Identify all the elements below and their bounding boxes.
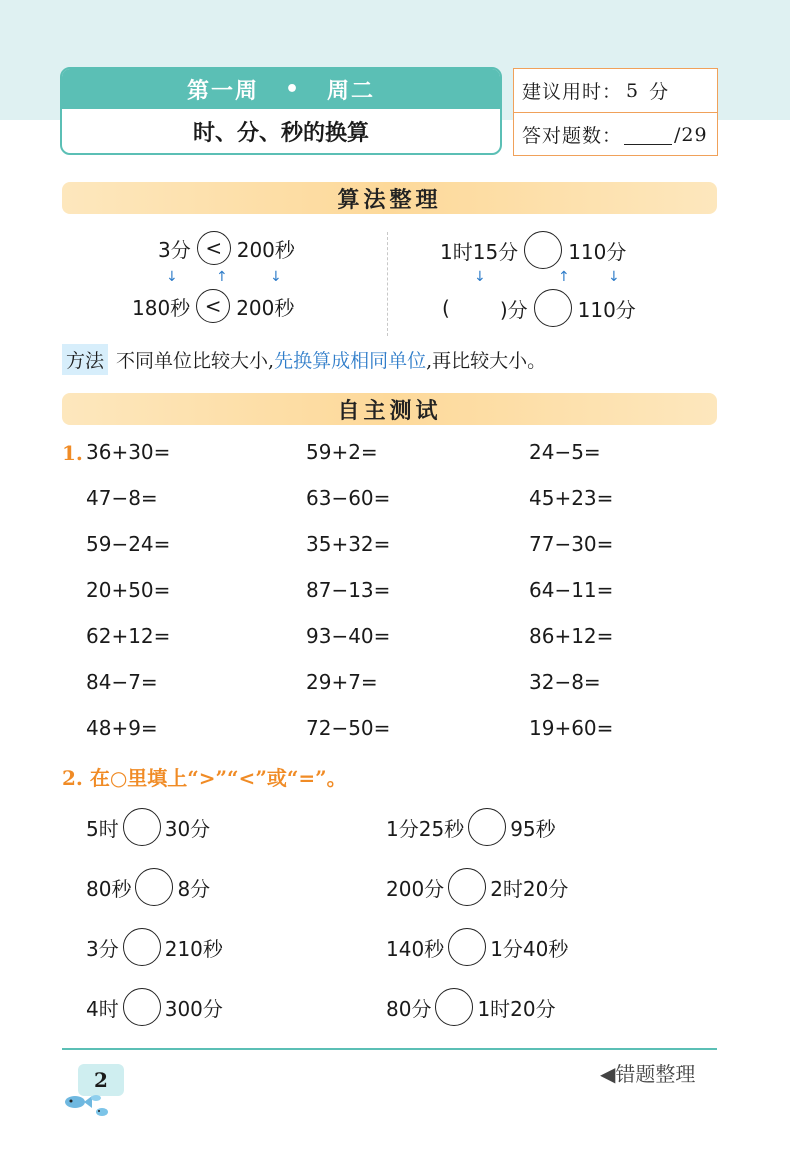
calc-item: 63−60= — [306, 486, 391, 510]
calc-item: 59−24= — [86, 532, 171, 556]
arrow-down-icon: ↓ — [270, 269, 282, 285]
example-right-bottom: ( )分 110分 — [442, 289, 636, 327]
compare-circle: < — [196, 289, 230, 323]
example-left-top: 3分 < 200秒 — [158, 231, 295, 265]
compare-circle[interactable] — [435, 988, 473, 1026]
week-label: 第一周 — [186, 78, 259, 104]
compare-item: 140秒 1分40秒 — [386, 928, 568, 966]
compare-item: 5时 30分 — [86, 808, 210, 846]
compare-circle[interactable] — [123, 808, 161, 846]
page-number: 2 — [78, 1064, 124, 1096]
arrow-down-icon: ↓ — [608, 269, 620, 285]
calc-item: 48+9= — [86, 716, 158, 740]
calc-item: 45+23= — [529, 486, 614, 510]
section-selftest-title: 自主测试 — [62, 393, 717, 425]
compare-circle: < — [197, 231, 231, 265]
section-algorithm-title: 算法整理 — [62, 182, 717, 214]
calc-item: 19+60= — [529, 716, 614, 740]
calc-item: 77−30= — [529, 532, 614, 556]
footer-divider — [62, 1048, 717, 1050]
week-day-banner — [62, 69, 500, 109]
compare-circle[interactable] — [448, 868, 486, 906]
arrow-up-icon: ↑ — [558, 269, 570, 285]
example-left-bottom: 180秒 < 200秒 — [132, 289, 294, 323]
correct-count: 答对题数： /29 — [522, 123, 708, 147]
error-review-link[interactable]: ◀错题整理 — [600, 1062, 696, 1086]
calc-item: 84−7= — [86, 670, 158, 694]
compare-item: 80秒 8分 — [86, 868, 210, 906]
compare-circle[interactable] — [123, 928, 161, 966]
calc-item: 93−40= — [306, 624, 391, 648]
compare-circle[interactable] — [135, 868, 173, 906]
method-highlight: 先换算成相同单位 — [274, 350, 427, 372]
compare-circle[interactable] — [123, 988, 161, 1026]
correct-count-blank[interactable] — [624, 124, 672, 145]
calc-item: 24−5= — [529, 440, 601, 464]
arrow-down-icon: ↓ — [166, 269, 178, 285]
arrow-down-icon: ↓ — [474, 269, 486, 285]
calc-item: 35+32= — [306, 532, 391, 556]
compare-circle[interactable] — [534, 289, 572, 327]
day-label: 周二 — [327, 78, 376, 104]
compare-circle[interactable] — [448, 928, 486, 966]
compare-item: 3分 210秒 — [86, 928, 223, 966]
suggested-time: 建议用时： 5 分 — [514, 69, 717, 113]
calc-item: 36+30= — [86, 440, 171, 464]
calc-item: 72−50= — [306, 716, 391, 740]
calc-item: 29+7= — [306, 670, 378, 694]
fish-icon — [62, 1090, 114, 1120]
lesson-topic: 时、分、秒的换算 — [192, 120, 369, 146]
compare-circle[interactable] — [524, 231, 562, 269]
compare-item: 80分 1时20分 — [386, 988, 556, 1026]
example-divider — [387, 232, 388, 336]
compare-item: 200分 2时20分 — [386, 868, 568, 906]
method-tag: 方法 — [62, 344, 108, 375]
compare-circle[interactable] — [468, 808, 506, 846]
arrow-up-icon: ↑ — [216, 269, 228, 285]
calc-item: 20+50= — [86, 578, 171, 602]
calc-item: 64−11= — [529, 578, 614, 602]
calc-item: 87−13= — [306, 578, 391, 602]
compare-item: 1分25秒 95秒 — [386, 808, 556, 846]
calc-item: 62+12= — [86, 624, 171, 648]
separator-dot: • — [284, 76, 302, 102]
calc-item: 32−8= — [529, 670, 601, 694]
question-2-title: 2. 在○里填上“>”“<”或“=”。 — [62, 766, 347, 790]
calc-item: 86+12= — [529, 624, 614, 648]
info-box — [513, 68, 718, 156]
calc-item: 59+2= — [306, 440, 378, 464]
example-right-top: 1时15分 110分 — [440, 231, 626, 269]
question-1-number: 1. — [62, 441, 83, 465]
lesson-title-box — [60, 67, 502, 155]
compare-item: 4时 300分 — [86, 988, 223, 1026]
method-tip: 方法 不同单位比较大小, 先换算成相同单位 ,再比较大小。 — [62, 344, 546, 375]
calc-item: 47−8= — [86, 486, 158, 510]
